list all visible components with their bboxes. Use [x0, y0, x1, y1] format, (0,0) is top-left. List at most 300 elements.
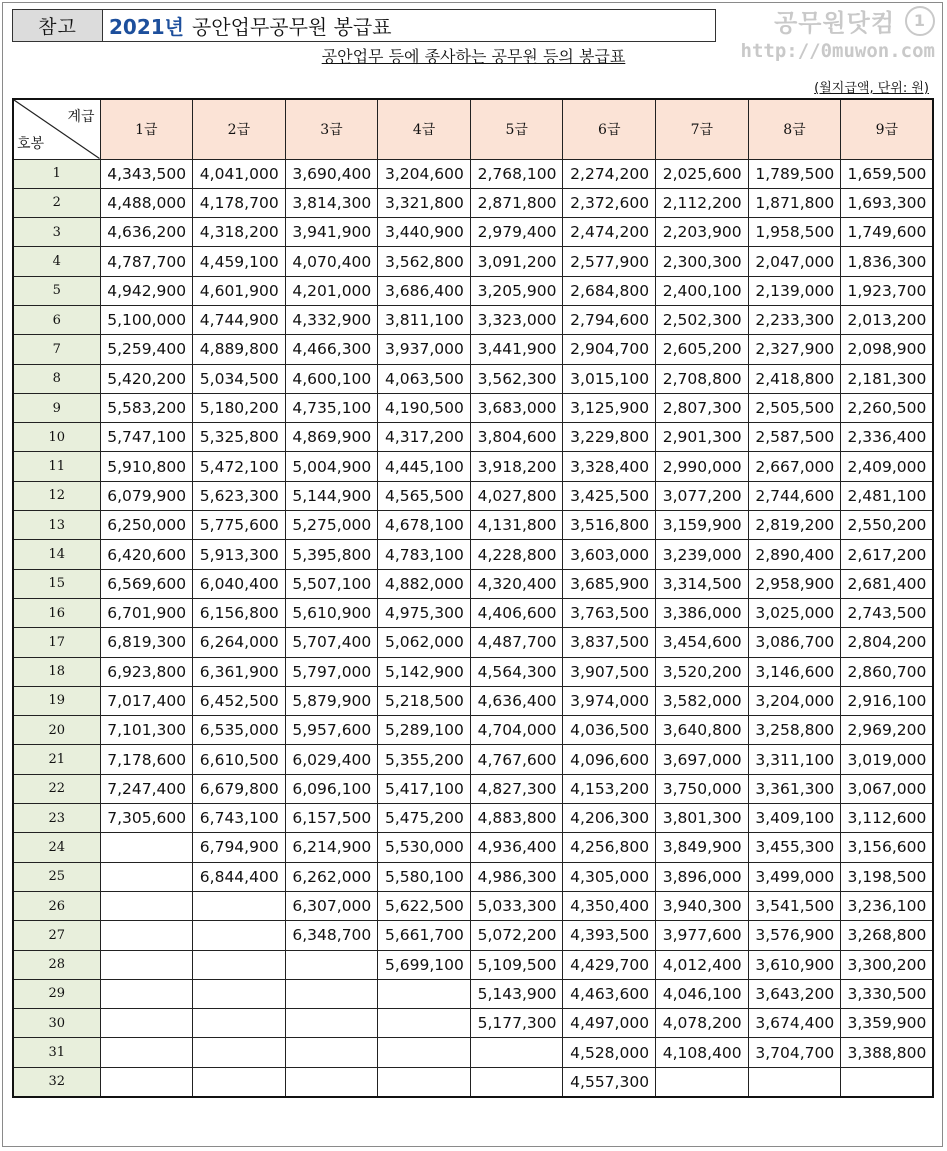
salary-cell: 3,801,300: [656, 804, 749, 833]
salary-cell: 2,181,300: [841, 364, 934, 393]
step-number: 2: [13, 188, 100, 217]
step-number: 22: [13, 774, 100, 803]
salary-cell: [193, 891, 286, 920]
title-main: 공안업무공무원 봉급표: [191, 15, 392, 39]
salary-cell: 6,844,400: [193, 862, 286, 891]
salary-cell: 3,907,500: [563, 657, 656, 686]
step-number: 8: [13, 364, 100, 393]
salary-cell: 4,201,000: [285, 276, 378, 305]
grade-header-6: 6급: [563, 99, 656, 159]
salary-cell: 6,096,100: [285, 774, 378, 803]
table-row: [13, 511, 933, 540]
salary-cell: 3,697,000: [656, 745, 749, 774]
salary-cell: 4,528,000: [563, 1038, 656, 1067]
salary-cell: 7,247,400: [100, 774, 193, 803]
table-subtitle: 공안업무 등에 종사하는 공무원 등의 봉급표: [321, 47, 626, 66]
salary-cell: 4,678,100: [378, 511, 471, 540]
salary-cell: 3,314,500: [656, 569, 749, 598]
salary-cell: 6,040,400: [193, 569, 286, 598]
salary-cell: 4,767,600: [470, 745, 563, 774]
salary-cell: 6,743,100: [193, 804, 286, 833]
salary-cell: 1,693,300: [841, 188, 934, 217]
salary-cell: 3,704,700: [748, 1038, 841, 1067]
salary-cell: [285, 950, 378, 979]
salary-cell: 1,749,600: [841, 218, 934, 247]
corner-header: [13, 99, 100, 159]
salary-cell: 4,318,200: [193, 218, 286, 247]
table-row: [13, 364, 933, 393]
salary-cell: 3,763,500: [563, 598, 656, 627]
header-row: [13, 99, 933, 159]
salary-cell: 4,078,200: [656, 1009, 749, 1038]
salary-cell: 2,890,400: [748, 540, 841, 569]
salary-cell: [378, 979, 471, 1008]
salary-cell: 4,744,900: [193, 305, 286, 334]
salary-cell: 2,969,200: [841, 716, 934, 745]
salary-cell: 4,206,300: [563, 804, 656, 833]
salary-cell: 5,797,000: [285, 657, 378, 686]
salary-cell: 2,979,400: [470, 218, 563, 247]
salary-cell: 2,681,400: [841, 569, 934, 598]
salary-cell: 2,819,200: [748, 511, 841, 540]
salary-cell: 3,409,100: [748, 804, 841, 833]
table-row: [13, 569, 933, 598]
salary-cell: 3,837,500: [563, 628, 656, 657]
salary-cell: 2,336,400: [841, 423, 934, 452]
step-number: 4: [13, 247, 100, 276]
table-row: [13, 598, 933, 627]
table-row: [13, 247, 933, 276]
salary-cell: 3,683,000: [470, 393, 563, 422]
salary-cell: [656, 1067, 749, 1096]
salary-cell: 4,787,700: [100, 247, 193, 276]
salary-cell: 6,569,600: [100, 569, 193, 598]
salary-cell: 2,768,100: [470, 159, 563, 188]
salary-cell: 3,896,000: [656, 862, 749, 891]
salary-cell: 5,100,000: [100, 305, 193, 334]
salary-cell: 3,239,000: [656, 540, 749, 569]
salary-cell: 5,004,900: [285, 452, 378, 481]
salary-cell: [378, 1009, 471, 1038]
step-number: 13: [13, 511, 100, 540]
salary-cell: 4,557,300: [563, 1067, 656, 1096]
watermark-url: http://0muwon.com: [740, 40, 935, 62]
salary-cell: 3,562,800: [378, 247, 471, 276]
salary-cell: 2,300,300: [656, 247, 749, 276]
salary-cell: 7,017,400: [100, 686, 193, 715]
salary-cell: 6,361,900: [193, 657, 286, 686]
salary-cell: 3,520,200: [656, 657, 749, 686]
salary-cell: 3,610,900: [748, 950, 841, 979]
salary-cell: 2,274,200: [563, 159, 656, 188]
salary-cell: 4,063,500: [378, 364, 471, 393]
salary-cell: 4,497,000: [563, 1009, 656, 1038]
salary-cell: 6,156,800: [193, 598, 286, 627]
salary-cell: 2,481,100: [841, 481, 934, 510]
salary-cell: 2,260,500: [841, 393, 934, 422]
step-number: 18: [13, 657, 100, 686]
salary-cell: 2,139,000: [748, 276, 841, 305]
salary-cell: 5,395,800: [285, 540, 378, 569]
step-number: 19: [13, 686, 100, 715]
salary-cell: 2,901,300: [656, 423, 749, 452]
salary-cell: 4,488,000: [100, 188, 193, 217]
salary-cell: 4,320,400: [470, 569, 563, 598]
salary-cell: 3,849,900: [656, 833, 749, 862]
watermark-circle-icon: 1: [905, 6, 935, 36]
salary-cell: 4,869,900: [285, 423, 378, 452]
grade-header-9: 9급: [841, 99, 934, 159]
grade-header-8: 8급: [748, 99, 841, 159]
salary-cell: 6,535,000: [193, 716, 286, 745]
salary-cell: 2,418,800: [748, 364, 841, 393]
salary-cell: 2,617,200: [841, 540, 934, 569]
table-row: [13, 305, 933, 334]
table-body: [13, 159, 933, 1097]
salary-cell: 1,789,500: [748, 159, 841, 188]
salary-cell: 4,466,300: [285, 335, 378, 364]
step-number: 10: [13, 423, 100, 452]
salary-cell: 4,406,600: [470, 598, 563, 627]
step-number: 5: [13, 276, 100, 305]
salary-cell: 2,807,300: [656, 393, 749, 422]
step-number: 27: [13, 921, 100, 950]
table-row: [13, 481, 933, 510]
salary-cell: 4,317,200: [378, 423, 471, 452]
step-number: 26: [13, 891, 100, 920]
salary-cell: [100, 979, 193, 1008]
salary-cell: 3,582,000: [656, 686, 749, 715]
step-number: 7: [13, 335, 100, 364]
step-number: 17: [13, 628, 100, 657]
salary-cell: 4,986,300: [470, 862, 563, 891]
salary-cell: 3,425,500: [563, 481, 656, 510]
salary-cell: 5,583,200: [100, 393, 193, 422]
salary-cell: 3,941,900: [285, 218, 378, 247]
step-number: 30: [13, 1009, 100, 1038]
salary-cell: 2,794,600: [563, 305, 656, 334]
salary-cell: 2,708,800: [656, 364, 749, 393]
salary-cell: 5,142,900: [378, 657, 471, 686]
salary-cell: 3,440,900: [378, 218, 471, 247]
salary-cell: 6,610,500: [193, 745, 286, 774]
salary-cell: 5,143,900: [470, 979, 563, 1008]
table-row: [13, 423, 933, 452]
salary-cell: 3,361,300: [748, 774, 841, 803]
salary-cell: [285, 979, 378, 1008]
salary-cell: 7,178,600: [100, 745, 193, 774]
salary-cell: 5,879,900: [285, 686, 378, 715]
salary-cell: 5,275,000: [285, 511, 378, 540]
table-row: [13, 686, 933, 715]
salary-cell: [100, 891, 193, 920]
salary-cell: 2,804,200: [841, 628, 934, 657]
salary-cell: 3,236,100: [841, 891, 934, 920]
salary-cell: 2,958,900: [748, 569, 841, 598]
salary-cell: 5,355,200: [378, 745, 471, 774]
step-number: 23: [13, 804, 100, 833]
step-number: 9: [13, 393, 100, 422]
step-number: 32: [13, 1067, 100, 1096]
title-box: [12, 9, 716, 42]
corner-grade-label: 계급: [67, 109, 95, 125]
salary-cell: 5,775,600: [193, 511, 286, 540]
salary-cell: [193, 1038, 286, 1067]
table-row: [13, 540, 933, 569]
salary-cell: 6,348,700: [285, 921, 378, 950]
salary-cell: 2,372,600: [563, 188, 656, 217]
salary-cell: 3,674,400: [748, 1009, 841, 1038]
salary-cell: 5,623,300: [193, 481, 286, 510]
salary-cell: 4,343,500: [100, 159, 193, 188]
salary-cell: 2,502,300: [656, 305, 749, 334]
salary-cell: 3,388,800: [841, 1038, 934, 1067]
salary-cell: 3,204,000: [748, 686, 841, 715]
salary-cell: 5,072,200: [470, 921, 563, 950]
salary-table: [12, 98, 934, 1098]
salary-cell: 3,499,000: [748, 862, 841, 891]
salary-cell: 1,871,800: [748, 188, 841, 217]
salary-cell: 5,699,100: [378, 950, 471, 979]
salary-cell: 5,472,100: [193, 452, 286, 481]
salary-cell: 6,029,400: [285, 745, 378, 774]
salary-cell: 4,228,800: [470, 540, 563, 569]
salary-cell: 4,096,600: [563, 745, 656, 774]
salary-cell: 3,541,500: [748, 891, 841, 920]
step-number: 15: [13, 569, 100, 598]
table-row: [13, 862, 933, 891]
salary-cell: [100, 950, 193, 979]
salary-cell: 2,743,500: [841, 598, 934, 627]
salary-cell: 3,311,100: [748, 745, 841, 774]
salary-cell: 2,550,200: [841, 511, 934, 540]
step-number: 20: [13, 716, 100, 745]
watermark-site-name: 공무원닷컴: [774, 9, 895, 37]
salary-cell: 3,019,000: [841, 745, 934, 774]
salary-cell: 3,940,300: [656, 891, 749, 920]
salary-cell: 4,704,000: [470, 716, 563, 745]
salary-cell: 3,686,400: [378, 276, 471, 305]
salary-cell: 6,819,300: [100, 628, 193, 657]
salary-cell: 6,923,800: [100, 657, 193, 686]
salary-cell: 7,305,600: [100, 804, 193, 833]
salary-cell: [193, 1067, 286, 1096]
salary-cell: 2,327,900: [748, 335, 841, 364]
salary-cell: 4,046,100: [656, 979, 749, 1008]
salary-cell: 2,203,900: [656, 218, 749, 247]
salary-cell: 2,684,800: [563, 276, 656, 305]
salary-cell: 3,454,600: [656, 628, 749, 657]
table-row: [13, 804, 933, 833]
salary-cell: 2,744,600: [748, 481, 841, 510]
salary-cell: 4,332,900: [285, 305, 378, 334]
grade-header-5: 5급: [470, 99, 563, 159]
salary-cell: 2,233,300: [748, 305, 841, 334]
salary-cell: 4,131,800: [470, 511, 563, 540]
salary-cell: 5,910,800: [100, 452, 193, 481]
table-row: [13, 628, 933, 657]
salary-cell: 3,386,000: [656, 598, 749, 627]
salary-cell: 3,112,600: [841, 804, 934, 833]
salary-cell: 5,033,300: [470, 891, 563, 920]
grade-header-7: 7급: [656, 99, 749, 159]
salary-cell: 2,025,600: [656, 159, 749, 188]
salary-cell: 5,530,000: [378, 833, 471, 862]
table-row: [13, 1009, 933, 1038]
grade-header-4: 4급: [378, 99, 471, 159]
salary-cell: 3,086,700: [748, 628, 841, 657]
salary-cell: 4,883,800: [470, 804, 563, 833]
salary-cell: 5,747,100: [100, 423, 193, 452]
salary-cell: [841, 1067, 934, 1096]
salary-cell: 4,070,400: [285, 247, 378, 276]
salary-cell: 3,321,800: [378, 188, 471, 217]
salary-cell: [748, 1067, 841, 1096]
table-row: [13, 1067, 933, 1096]
salary-cell: 4,735,100: [285, 393, 378, 422]
salary-cell: 4,108,400: [656, 1038, 749, 1067]
salary-cell: 5,957,600: [285, 716, 378, 745]
step-number: 25: [13, 862, 100, 891]
salary-cell: 1,836,300: [841, 247, 934, 276]
salary-cell: 4,178,700: [193, 188, 286, 217]
salary-cell: 5,062,000: [378, 628, 471, 657]
salary-cell: 5,475,200: [378, 804, 471, 833]
salary-cell: [100, 1009, 193, 1038]
grade-header-2: 2급: [193, 99, 286, 159]
salary-cell: [378, 1038, 471, 1067]
salary-cell: 3,156,600: [841, 833, 934, 862]
salary-cell: 5,417,100: [378, 774, 471, 803]
salary-cell: 2,871,800: [470, 188, 563, 217]
salary-cell: 3,091,200: [470, 247, 563, 276]
salary-cell: 4,445,100: [378, 452, 471, 481]
salary-cell: 3,516,800: [563, 511, 656, 540]
salary-cell: 3,015,100: [563, 364, 656, 393]
salary-cell: 4,636,400: [470, 686, 563, 715]
salary-cell: 2,409,000: [841, 452, 934, 481]
salary-cell: [100, 1067, 193, 1096]
salary-cell: 4,041,000: [193, 159, 286, 188]
salary-cell: 3,205,900: [470, 276, 563, 305]
salary-cell: [470, 1067, 563, 1096]
salary-cell: 3,025,000: [748, 598, 841, 627]
salary-cell: 6,250,000: [100, 511, 193, 540]
table-row: [13, 833, 933, 862]
salary-cell: 3,640,800: [656, 716, 749, 745]
salary-cell: 2,587,500: [748, 423, 841, 452]
salary-cell: 2,577,900: [563, 247, 656, 276]
table-row: [13, 745, 933, 774]
table-row: [13, 335, 933, 364]
salary-cell: 3,067,000: [841, 774, 934, 803]
salary-cell: 3,258,800: [748, 716, 841, 745]
salary-cell: 4,305,000: [563, 862, 656, 891]
salary-cell: 4,882,000: [378, 569, 471, 598]
salary-cell: 2,605,200: [656, 335, 749, 364]
salary-cell: [285, 1038, 378, 1067]
salary-cell: 4,036,500: [563, 716, 656, 745]
salary-cell: 3,918,200: [470, 452, 563, 481]
salary-cell: 3,685,900: [563, 569, 656, 598]
salary-cell: 3,323,000: [470, 305, 563, 334]
step-number: 24: [13, 833, 100, 862]
salary-cell: 3,455,300: [748, 833, 841, 862]
salary-cell: 2,047,000: [748, 247, 841, 276]
step-number: 14: [13, 540, 100, 569]
corner-step-label: 호봉: [17, 135, 45, 152]
unit-note: (월지급액, 단위: 원): [814, 81, 929, 96]
salary-cell: [100, 862, 193, 891]
table-row: [13, 393, 933, 422]
step-number: 31: [13, 1038, 100, 1067]
salary-cell: 3,125,900: [563, 393, 656, 422]
salary-cell: 3,576,900: [748, 921, 841, 950]
salary-cell: 3,359,900: [841, 1009, 934, 1038]
salary-cell: 4,565,500: [378, 481, 471, 510]
salary-cell: 5,913,300: [193, 540, 286, 569]
salary-cell: 3,690,400: [285, 159, 378, 188]
salary-cell: 2,013,200: [841, 305, 934, 334]
salary-cell: 5,109,500: [470, 950, 563, 979]
table-row: [13, 716, 933, 745]
salary-cell: [100, 921, 193, 950]
salary-cell: 3,441,900: [470, 335, 563, 364]
salary-cell: 1,958,500: [748, 218, 841, 247]
reference-label: 참고: [13, 10, 103, 41]
salary-cell: 5,580,100: [378, 862, 471, 891]
salary-cell: 3,198,500: [841, 862, 934, 891]
salary-cell: 6,079,900: [100, 481, 193, 510]
salary-cell: 2,916,100: [841, 686, 934, 715]
salary-cell: 5,622,500: [378, 891, 471, 920]
salary-cell: [285, 1067, 378, 1096]
salary-cell: 7,101,300: [100, 716, 193, 745]
salary-cell: 2,474,200: [563, 218, 656, 247]
salary-cell: [470, 1038, 563, 1067]
step-number: 16: [13, 598, 100, 627]
salary-cell: 3,750,000: [656, 774, 749, 803]
salary-cell: 3,300,200: [841, 950, 934, 979]
table-row: [13, 657, 933, 686]
salary-cell: 2,990,000: [656, 452, 749, 481]
salary-cell: 2,667,000: [748, 452, 841, 481]
salary-cell: 4,393,500: [563, 921, 656, 950]
salary-cell: 4,636,200: [100, 218, 193, 247]
salary-cell: 5,289,100: [378, 716, 471, 745]
salary-cell: 4,190,500: [378, 393, 471, 422]
salary-cell: 5,259,400: [100, 335, 193, 364]
table-row: [13, 218, 933, 247]
table-row: [13, 276, 933, 305]
salary-cell: 6,701,900: [100, 598, 193, 627]
salary-cell: 2,098,900: [841, 335, 934, 364]
salary-cell: 3,330,500: [841, 979, 934, 1008]
salary-cell: 5,507,100: [285, 569, 378, 598]
salary-cell: 3,937,000: [378, 335, 471, 364]
salary-cell: 4,783,100: [378, 540, 471, 569]
salary-cell: 4,889,800: [193, 335, 286, 364]
salary-cell: 5,420,200: [100, 364, 193, 393]
table-row: [13, 452, 933, 481]
salary-cell: 6,264,000: [193, 628, 286, 657]
salary-cell: 5,180,200: [193, 393, 286, 422]
salary-cell: 2,112,200: [656, 188, 749, 217]
salary-cell: 2,860,700: [841, 657, 934, 686]
step-number: 28: [13, 950, 100, 979]
salary-cell: 1,659,500: [841, 159, 934, 188]
step-number: 11: [13, 452, 100, 481]
